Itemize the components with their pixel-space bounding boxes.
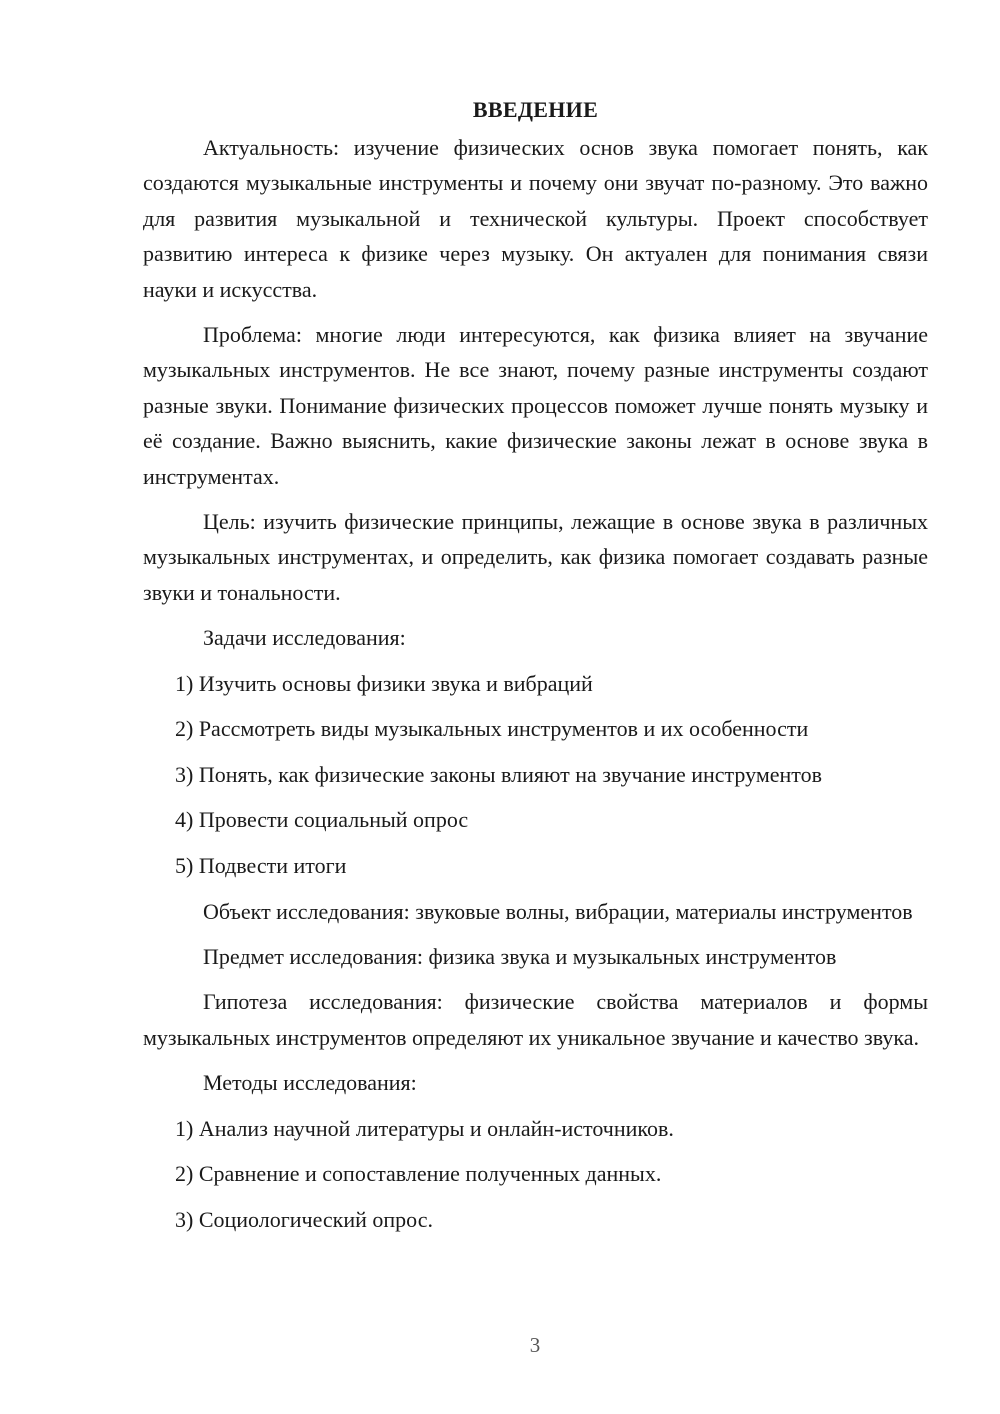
tasks-list — [143, 666, 928, 884]
list-item: 2) Рассмотреть виды музыкальных инструментов и их особенности — [175, 716, 809, 742]
page-number: 3 — [529, 1333, 541, 1357]
list-item: 2) Сравнение и сопоставление полученных данных. — [175, 1161, 662, 1187]
methods-list — [143, 1111, 928, 1238]
goal-paragraph: Цель: изучить физические принципы, лежащие в основе звука в различных музыкальных инструментах, и определить, как физика помогает создавать разные звуки и тональности. — [143, 509, 928, 605]
list-item: 1) Изучить основы физики звука и вибраций — [175, 670, 593, 696]
list-item: 3) Понять, как физические законы влияют на звучание инструментов — [175, 761, 823, 787]
tasks-label: Задачи исследования: — [203, 625, 406, 651]
list-item: 5) Подвести итоги — [175, 853, 347, 879]
object-paragraph: Объект исследования: звуковые волны, вибрации, материалы инструментов — [203, 898, 913, 924]
section-title: ВВЕДЕНИЕ — [472, 97, 599, 122]
subject-paragraph: Предмет исследования: физика звука и музыкальных инструментов — [203, 944, 837, 970]
list-item: 4) Провести социальный опрос — [175, 807, 469, 833]
document-page — [143, 92, 928, 1247]
list-item: 3) Социологический опрос. — [175, 1206, 433, 1232]
list-item: 1) Анализ научной литературы и онлайн-источников. — [175, 1115, 674, 1141]
relevance-paragraph: Актуальность: изучение физических основ звука помогает понять, как создаются музыкальные инструменты и почему они звучат по-разному. Это важно для развития музыкальной и технической культуры. Проект способствует развитию интереса к физике через музыку. Он актуален для понимания связи науки и искусства. — [143, 135, 928, 302]
hypothesis-paragraph: Гипотеза исследования: физические свойства материалов и формы музыкальных инструментов определяют их уникальное звучание и качество звука. — [143, 989, 928, 1050]
methods-label: Методы исследования: — [203, 1070, 417, 1096]
problem-paragraph: Проблема: многие люди интересуются, как физика влияет на звучание музыкальных инструментов. Не все знают, почему разные инструменты создают разные звуки. Понимание физических процессов поможет лучше понять музыку и её создание. Важно выяснить, какие физические законы лежат в основе звука в инструментах. — [143, 322, 928, 489]
